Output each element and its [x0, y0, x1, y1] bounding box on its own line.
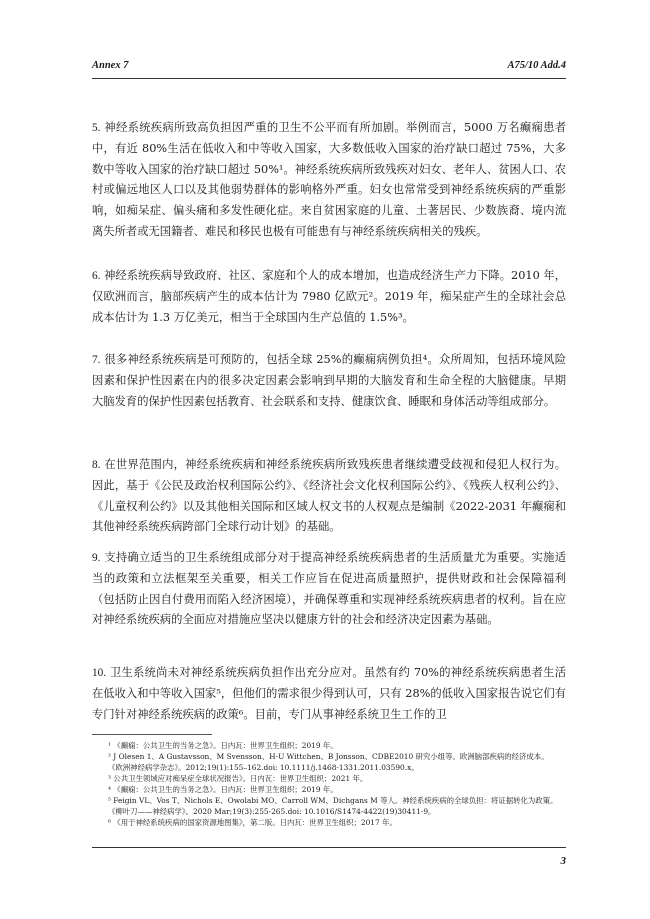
header-rule [92, 78, 566, 79]
paragraph-number: 7. [92, 354, 101, 366]
paragraph-text: 卫生系统尚未对神经系统疾病负担作出充分应对。虽然有约 70%的神经系统疾病患者生活在低收入和中等收入国家⁵，但他们的需求很少得到认可，只有 28%的低收入国家报告说它们有专门针对神经系统疾病的政策⁶。目前，专门从事神经系统卫生工作的卫 [92, 666, 566, 721]
page-number: 3 [560, 855, 566, 867]
footnote-separator [92, 734, 212, 735]
paragraph-10 [92, 663, 566, 725]
footer-rule [92, 847, 566, 848]
paragraph-text: 神经系统疾病导致政府、社区、家庭和个人的成本增加，也造成经济生产力下降。2010 年，仅欧洲而言，脑部疾病产生的成本估计为 7980 亿欧元²。2019 年，痴呆症产生的全球社会总成本估计为 1.3 万亿美元，相当于全球国内生产总值的 1.5%³。 [92, 269, 566, 324]
paragraph-number: 10. [92, 667, 107, 679]
footnotes [108, 740, 558, 828]
header-annex: Annex 7 [92, 60, 129, 71]
paragraph-text: 支持确立适当的卫生系统组成部分对于提高神经系统疾病患者的生活质量尤为重要。实施适当的政策和立法框架至关重要，相关工作应旨在促进高质量照护，提供财政和社会保障福利（包括防止因自付费用而陷入经济困境），并确保尊重和实现神经系统疾病患者的权利。旨在应对神经系统疾病的全面应对措施应坚决以健康方针的社会和经济决定因素为基础。 [92, 551, 566, 627]
footnote: ⁴ 《癫痫：公共卫生的当务之急》。日内瓦：世界卫生组织；2019 年。 [108, 785, 338, 794]
paragraph-number: 5. [92, 122, 101, 134]
header-doc-symbol: A75/10 Add.4 [507, 60, 566, 71]
paragraph-7 [92, 350, 566, 412]
paragraph-number: 6. [92, 270, 101, 282]
paragraph-number: 8. [92, 459, 101, 471]
footnote: ⁶ 《用于神经系统疾病的国家资源地图集》，第二版。日内瓦：世界卫生组织；2017 年。 [108, 818, 397, 827]
paragraph-8 [92, 455, 566, 538]
footnote: ⁵ Feigin VL、Vos T、Nichols E、Owolabi MO、Carroll WM、Dichgans M 等人。神经系统疾病的全球负担：将证据转化为政策。《柳叶刀——神经病学》。2020 Mar;19(3):255-265.doi: 10.1016/S1474-4422(19)30411-9。 [108, 796, 558, 816]
paragraph-text: 很多神经系统疾病是可预防的，包括全球 25%的癫痫病例负担⁴。众所周知，包括环境风险因素和保护性因素在内的很多决定因素会影响到早期的大脑发育和生命全程的大脑健康。早期大脑发育的保护性因素包括教育、社会联系和支持、健康饮食、睡眠和身体活动等组成部分。 [92, 353, 566, 408]
paragraph-6 [92, 266, 566, 328]
paragraph-number: 9. [92, 552, 101, 564]
paragraph-text: 神经系统疾病所致高负担因严重的卫生不公平而有所加剧。举例而言，5000 万名癫痫患者中，有近 80%生活在低收入和中等收入国家，大多数低收入国家的治疗缺口超过 75%，大多数中等收入国家的治疗缺口超过 50%¹。神经系统疾病所致残疾对妇女、老年人、贫困人口、农村或偏远地区人口以及其他弱势群体的影响格外严重。妇女也常常受到神经系统疾病的严重影响，如痴呆症、偏头痛和多发性硬化症。来自贫困家庭的儿童、土著居民、少数族裔、境内流离失所者或无国籍者、难民和移民也极有可能患有与神经系统疾病相关的残疾。 [92, 121, 566, 238]
footnote: ¹ 《癫痫：公共卫生的当务之急》。日内瓦：世界卫生组织；2019 年。 [108, 741, 338, 750]
footnote: ³ 公共卫生领域应对痴呆症全球状况报告》。日内瓦：世界卫生组织；2021 年。 [108, 774, 368, 783]
paragraph-5 [92, 118, 566, 243]
footnote: ² J Olesen 1、A Gustavsson、M Svensson、H-U Wittchen、B Jonsson、CDBE2010 研究小组等。欧洲脑部疾病的经济成本。《欧洲神经病学杂志》。2012;19(1):155–162.doi: 10.1111/j.1468-1331.2011.03590.x。 [108, 752, 549, 772]
paragraph-9 [92, 548, 566, 631]
paragraph-text: 在世界范围内，神经系统疾病和神经系统疾病所致残疾患者继续遭受歧视和侵犯人权行为。因此，基于《公民及政治权利国际公约》、《经济社会文化权利国际公约》、《残疾人权利公约》、《儿童权利公约》以及其他相关国际和区域人权文书的人权观点是编制《2022-2031 年癫痫和其他神经系统疾病跨部门全球行动计划》的基础。 [92, 458, 566, 534]
